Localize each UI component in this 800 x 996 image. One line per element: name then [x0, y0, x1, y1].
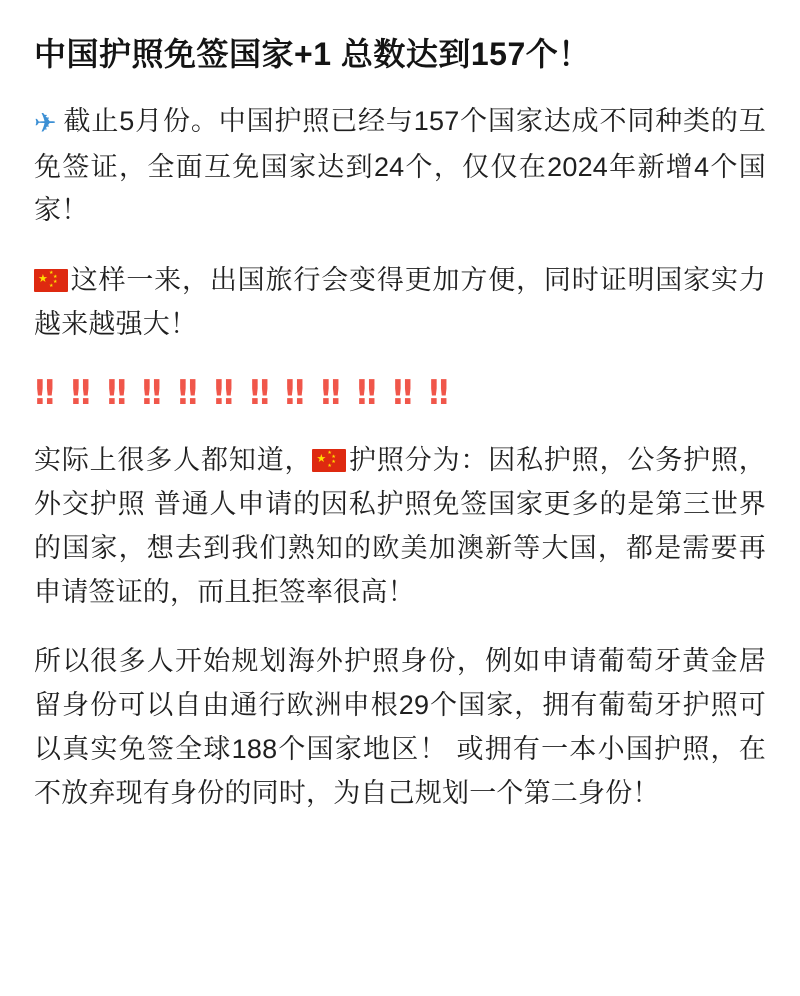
- flag-star-small: ★: [49, 283, 54, 290]
- double-exclamation-icon: ‼: [285, 372, 309, 413]
- double-exclamation-icon: ‼: [178, 372, 202, 413]
- airplane-icon: ✈: [34, 108, 57, 139]
- paragraph-1-text: 截止5月份。中国护照已经与157个国家达成不同种类的互免签证，全面互免国家达到24个，仅仅在2024年新增4个国家！: [34, 106, 766, 226]
- paragraph-3: [34, 439, 766, 614]
- flag-star-small: ★: [327, 450, 333, 457]
- flag-star-large: ★: [316, 452, 327, 466]
- flag-star-small: ★: [53, 274, 58, 281]
- double-exclamation-icon: ‼: [142, 372, 166, 413]
- double-exclamation-icon: ‼: [70, 372, 95, 413]
- flag-star-small: ★: [327, 463, 333, 470]
- flag-star-small: ★: [331, 459, 337, 466]
- double-exclamation-icon: ‼: [249, 372, 274, 413]
- double-exclamation-icon: ‼: [357, 372, 381, 413]
- flag-star-small: ★: [331, 454, 337, 461]
- paragraph-1: [34, 100, 766, 233]
- china-flag-icon: [312, 449, 346, 472]
- china-flag-icon: [34, 269, 68, 292]
- double-exclamation-icon: ‼: [428, 372, 452, 413]
- double-exclamation-icon: ‼: [392, 372, 417, 413]
- flag-star-small: ★: [49, 270, 54, 277]
- paragraph-3-text-after: 护照分为：因私护照，公务护照，外交护照 普通人申请的因私护照免签国家更多的是第三世界的国家，想去到我们熟知的欧美加澳新等大国，都是需要再申请签证的，而且拒签率很高！: [34, 445, 767, 607]
- double-exclamation-icon: ‼: [106, 372, 130, 413]
- flag-star-large: ★: [38, 272, 49, 286]
- double-exclamation-icon: ‼: [321, 372, 345, 413]
- page-title: 中国护照免签国家+1 总数达到157个！: [34, 36, 591, 72]
- paragraph-2: [34, 259, 766, 346]
- double-exclamation-icon: ‼: [213, 372, 238, 413]
- flag-star-small: ★: [53, 279, 58, 286]
- paragraph-2-text: 这样一来，出国旅行会变得更加方便，同时证明国家实力越来越强大！: [34, 265, 766, 339]
- exclamation-divider: [34, 373, 766, 414]
- double-exclamation-icon: ‼: [35, 372, 59, 413]
- paragraph-3-text-before: 实际上很多人都知道，: [34, 445, 313, 476]
- paragraph-4: 所以很多人开始规划海外护照身份，例如申请葡萄牙黄金居留身份可以自由通行欧洲申根29个国家，拥有葡萄牙护照可以真实免签全球188个国家地区！ 或拥有一本小国护照，在不放弃现有身份的同时，为自己规划一个第二身份！: [34, 646, 766, 808]
